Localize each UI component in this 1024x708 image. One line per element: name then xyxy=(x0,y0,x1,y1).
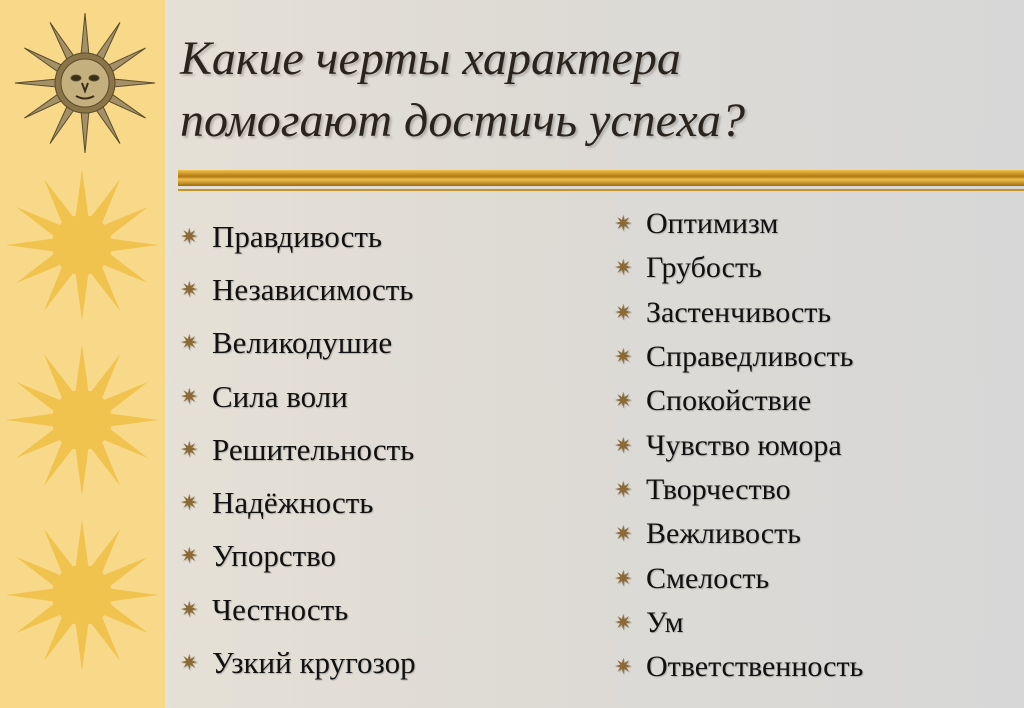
star-bullet-icon: ✷ xyxy=(614,609,633,635)
list-item xyxy=(614,423,863,467)
star-bullet-icon: ✷ xyxy=(180,330,199,356)
list-item xyxy=(614,291,863,335)
star-bullet-icon: ✷ xyxy=(614,654,633,680)
list-item xyxy=(180,370,416,423)
star-bullet-icon: ✷ xyxy=(180,276,199,302)
trait-label: Ответственность xyxy=(646,650,864,684)
trait-label: Творчество xyxy=(646,472,791,506)
sun-icon xyxy=(2,165,162,325)
trait-label: Застенчивость xyxy=(646,295,832,329)
star-bullet-icon: ✷ xyxy=(614,344,633,370)
trait-label: Вежливость xyxy=(646,517,801,551)
star-bullet-icon: ✷ xyxy=(180,223,199,249)
trait-label: Ум xyxy=(646,605,684,639)
star-bullet-icon: ✷ xyxy=(180,596,199,622)
gold-divider xyxy=(178,170,1024,186)
trait-label: Спокойствие xyxy=(646,384,812,418)
trait-label: Великодушие xyxy=(212,325,393,361)
star-bullet-icon: ✷ xyxy=(614,476,633,502)
list-item xyxy=(614,601,863,645)
list-item xyxy=(614,556,863,600)
list-item xyxy=(180,636,416,689)
trait-label: Упорство xyxy=(212,538,337,574)
list-item xyxy=(180,476,416,529)
list-item xyxy=(614,645,863,689)
trait-label: Честность xyxy=(212,591,349,627)
star-bullet-icon: ✷ xyxy=(180,490,199,516)
star-bullet-icon: ✷ xyxy=(180,543,199,569)
star-bullet-icon: ✷ xyxy=(614,521,633,547)
title-line-2: помогают достичь успеха? xyxy=(180,94,745,147)
list-item xyxy=(614,202,863,246)
metal-sun-icon xyxy=(10,8,160,158)
list-item xyxy=(614,512,863,556)
list-item xyxy=(180,263,416,316)
trait-label: Надёжность xyxy=(212,485,374,521)
trait-label: Правдивость xyxy=(212,218,383,254)
list-item xyxy=(180,530,416,583)
trait-label: Узкий кругозор xyxy=(212,645,416,681)
trait-label: Независимость xyxy=(212,271,414,307)
slide-title xyxy=(180,28,1000,152)
trait-label: Оптимизм xyxy=(646,207,779,241)
sun-icon xyxy=(2,515,162,675)
sun-icon xyxy=(2,340,162,500)
star-bullet-icon: ✷ xyxy=(180,383,199,409)
list-item xyxy=(180,210,416,263)
star-bullet-icon: ✷ xyxy=(180,436,199,462)
trait-label: Решительность xyxy=(212,431,415,467)
list-item xyxy=(614,335,863,379)
trait-label: Чувство юмора xyxy=(646,428,842,462)
trait-label: Смелость xyxy=(646,561,770,595)
list-item xyxy=(614,379,863,423)
star-bullet-icon: ✷ xyxy=(614,565,633,591)
star-bullet-icon: ✷ xyxy=(614,388,633,414)
trait-label: Сила воли xyxy=(212,378,348,414)
left-trait-list xyxy=(180,210,416,690)
list-item xyxy=(614,246,863,290)
list-item xyxy=(180,423,416,476)
star-bullet-icon: ✷ xyxy=(614,432,633,458)
star-bullet-icon: ✷ xyxy=(614,211,633,237)
list-item xyxy=(180,317,416,370)
right-trait-list xyxy=(614,202,863,689)
list-item xyxy=(614,468,863,512)
trait-label: Грубость xyxy=(646,251,762,285)
sidebar-decoration xyxy=(0,0,165,708)
title-line-1: Какие черты характера xyxy=(180,32,681,85)
star-bullet-icon: ✷ xyxy=(614,299,633,325)
trait-label: Справедливость xyxy=(646,340,854,374)
gold-divider-thin xyxy=(178,189,1024,191)
star-bullet-icon: ✷ xyxy=(180,650,199,676)
list-item xyxy=(180,583,416,636)
star-bullet-icon: ✷ xyxy=(614,255,633,281)
